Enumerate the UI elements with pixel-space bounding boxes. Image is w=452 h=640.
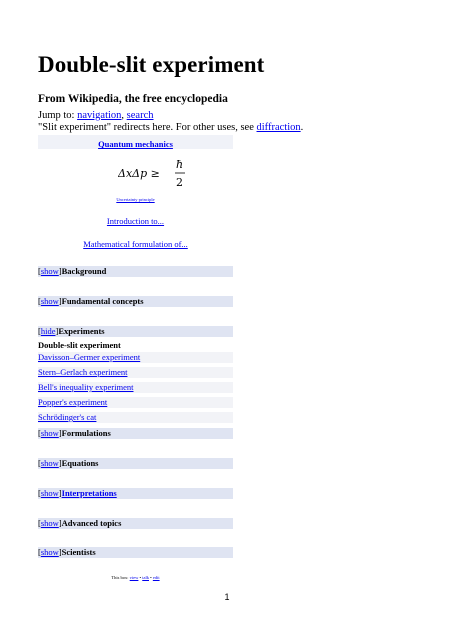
experiment-item [38, 397, 233, 408]
navigation-link[interactable]: navigation [77, 110, 122, 121]
page-number: 1 [224, 592, 230, 602]
math-formulation-row [38, 239, 233, 249]
jump-separator: , [121, 110, 127, 121]
show-toggle-equations[interactable]: show [40, 458, 59, 468]
section-interpretations: [show]Interpretations [38, 488, 233, 499]
footer-sep: • [138, 575, 143, 580]
introduction-link[interactable]: Introduction to... [106, 216, 165, 226]
section-label: Equations [61, 458, 99, 468]
formula-caption [38, 197, 233, 202]
formula-lhs: ΔxΔp ≥ [118, 167, 160, 180]
page-subtitle: From Wikipedia, the free encyclopedia [38, 93, 228, 105]
experiment-item [38, 382, 233, 393]
infobox-footer [38, 575, 233, 580]
section-fundamental-concepts: [show]Fundamental concepts [38, 296, 233, 307]
section-label: Experiments [58, 326, 105, 336]
redirect-note [38, 122, 303, 134]
interpretations-link[interactable]: Interpretations [61, 488, 117, 498]
schrodingers-cat-link[interactable]: Schrödinger's cat [38, 412, 97, 422]
formula-denominator: 2 [176, 176, 183, 189]
experiment-item [38, 352, 233, 363]
section-background: [show]Background [38, 266, 233, 277]
intro-row [38, 216, 233, 226]
show-toggle-formulations[interactable]: show [40, 428, 59, 438]
mathematical-formulation-link[interactable]: Mathematical formulation of... [83, 239, 188, 249]
section-experiments: [hide]Experiments [38, 326, 233, 337]
show-toggle-scientists[interactable]: show [40, 547, 59, 557]
uncertainty-principle-link[interactable]: Uncertainty principle [116, 197, 155, 202]
redirect-text: "Slit experiment" redirects here. For other uses, see [38, 122, 257, 133]
section-equations: [show]Equations [38, 458, 233, 469]
formula-graphic [118, 160, 198, 190]
show-toggle-background[interactable]: show [40, 266, 59, 276]
bells-inequality-link[interactable]: Bell's inequality experiment [38, 382, 134, 392]
section-formulations: [show]Formulations [38, 428, 233, 439]
section-label: Scientists [61, 547, 96, 557]
hide-toggle-experiments[interactable]: hide [40, 326, 56, 336]
page-title: Double-slit experiment [38, 52, 265, 77]
show-toggle-advanced[interactable]: show [40, 518, 59, 528]
jump-to-line [38, 110, 154, 122]
jump-prefix: Jump to: [38, 110, 78, 121]
quantum-mechanics-link[interactable]: Quantum mechanics [98, 139, 173, 149]
edit-link[interactable]: edit [152, 575, 160, 580]
infobox-header [38, 139, 233, 149]
footer-sep: • [149, 575, 153, 580]
section-label: Fundamental concepts [61, 296, 144, 306]
diffraction-link[interactable]: diffraction [256, 122, 301, 133]
formula-numerator: ħ [176, 160, 184, 171]
show-toggle-interpretations[interactable]: show [40, 488, 59, 498]
redirect-end: . [300, 122, 304, 133]
section-label: Formulations [61, 428, 111, 438]
section-label: Advanced topics [61, 518, 122, 528]
davisson-germer-link[interactable]: Davisson–Germer experiment [38, 352, 141, 362]
section-scientists: [show]Scientists [38, 547, 233, 558]
uncertainty-formula [118, 160, 198, 190]
poppers-experiment-link[interactable]: Popper's experiment [38, 397, 108, 407]
search-link[interactable]: search [126, 110, 154, 121]
talk-link[interactable]: talk [142, 575, 149, 580]
footer-prefix: This box: [111, 575, 130, 580]
stern-gerlach-link[interactable]: Stern–Gerlach experiment [38, 367, 128, 377]
show-toggle-fundamental[interactable]: show [40, 296, 59, 306]
view-link[interactable]: view [129, 575, 139, 580]
experiment-item [38, 412, 233, 423]
section-advanced-topics: [show]Advanced topics [38, 518, 233, 529]
experiment-item [38, 367, 233, 378]
current-experiment-title: Double-slit experiment [38, 340, 121, 350]
section-label: Background [61, 266, 107, 276]
